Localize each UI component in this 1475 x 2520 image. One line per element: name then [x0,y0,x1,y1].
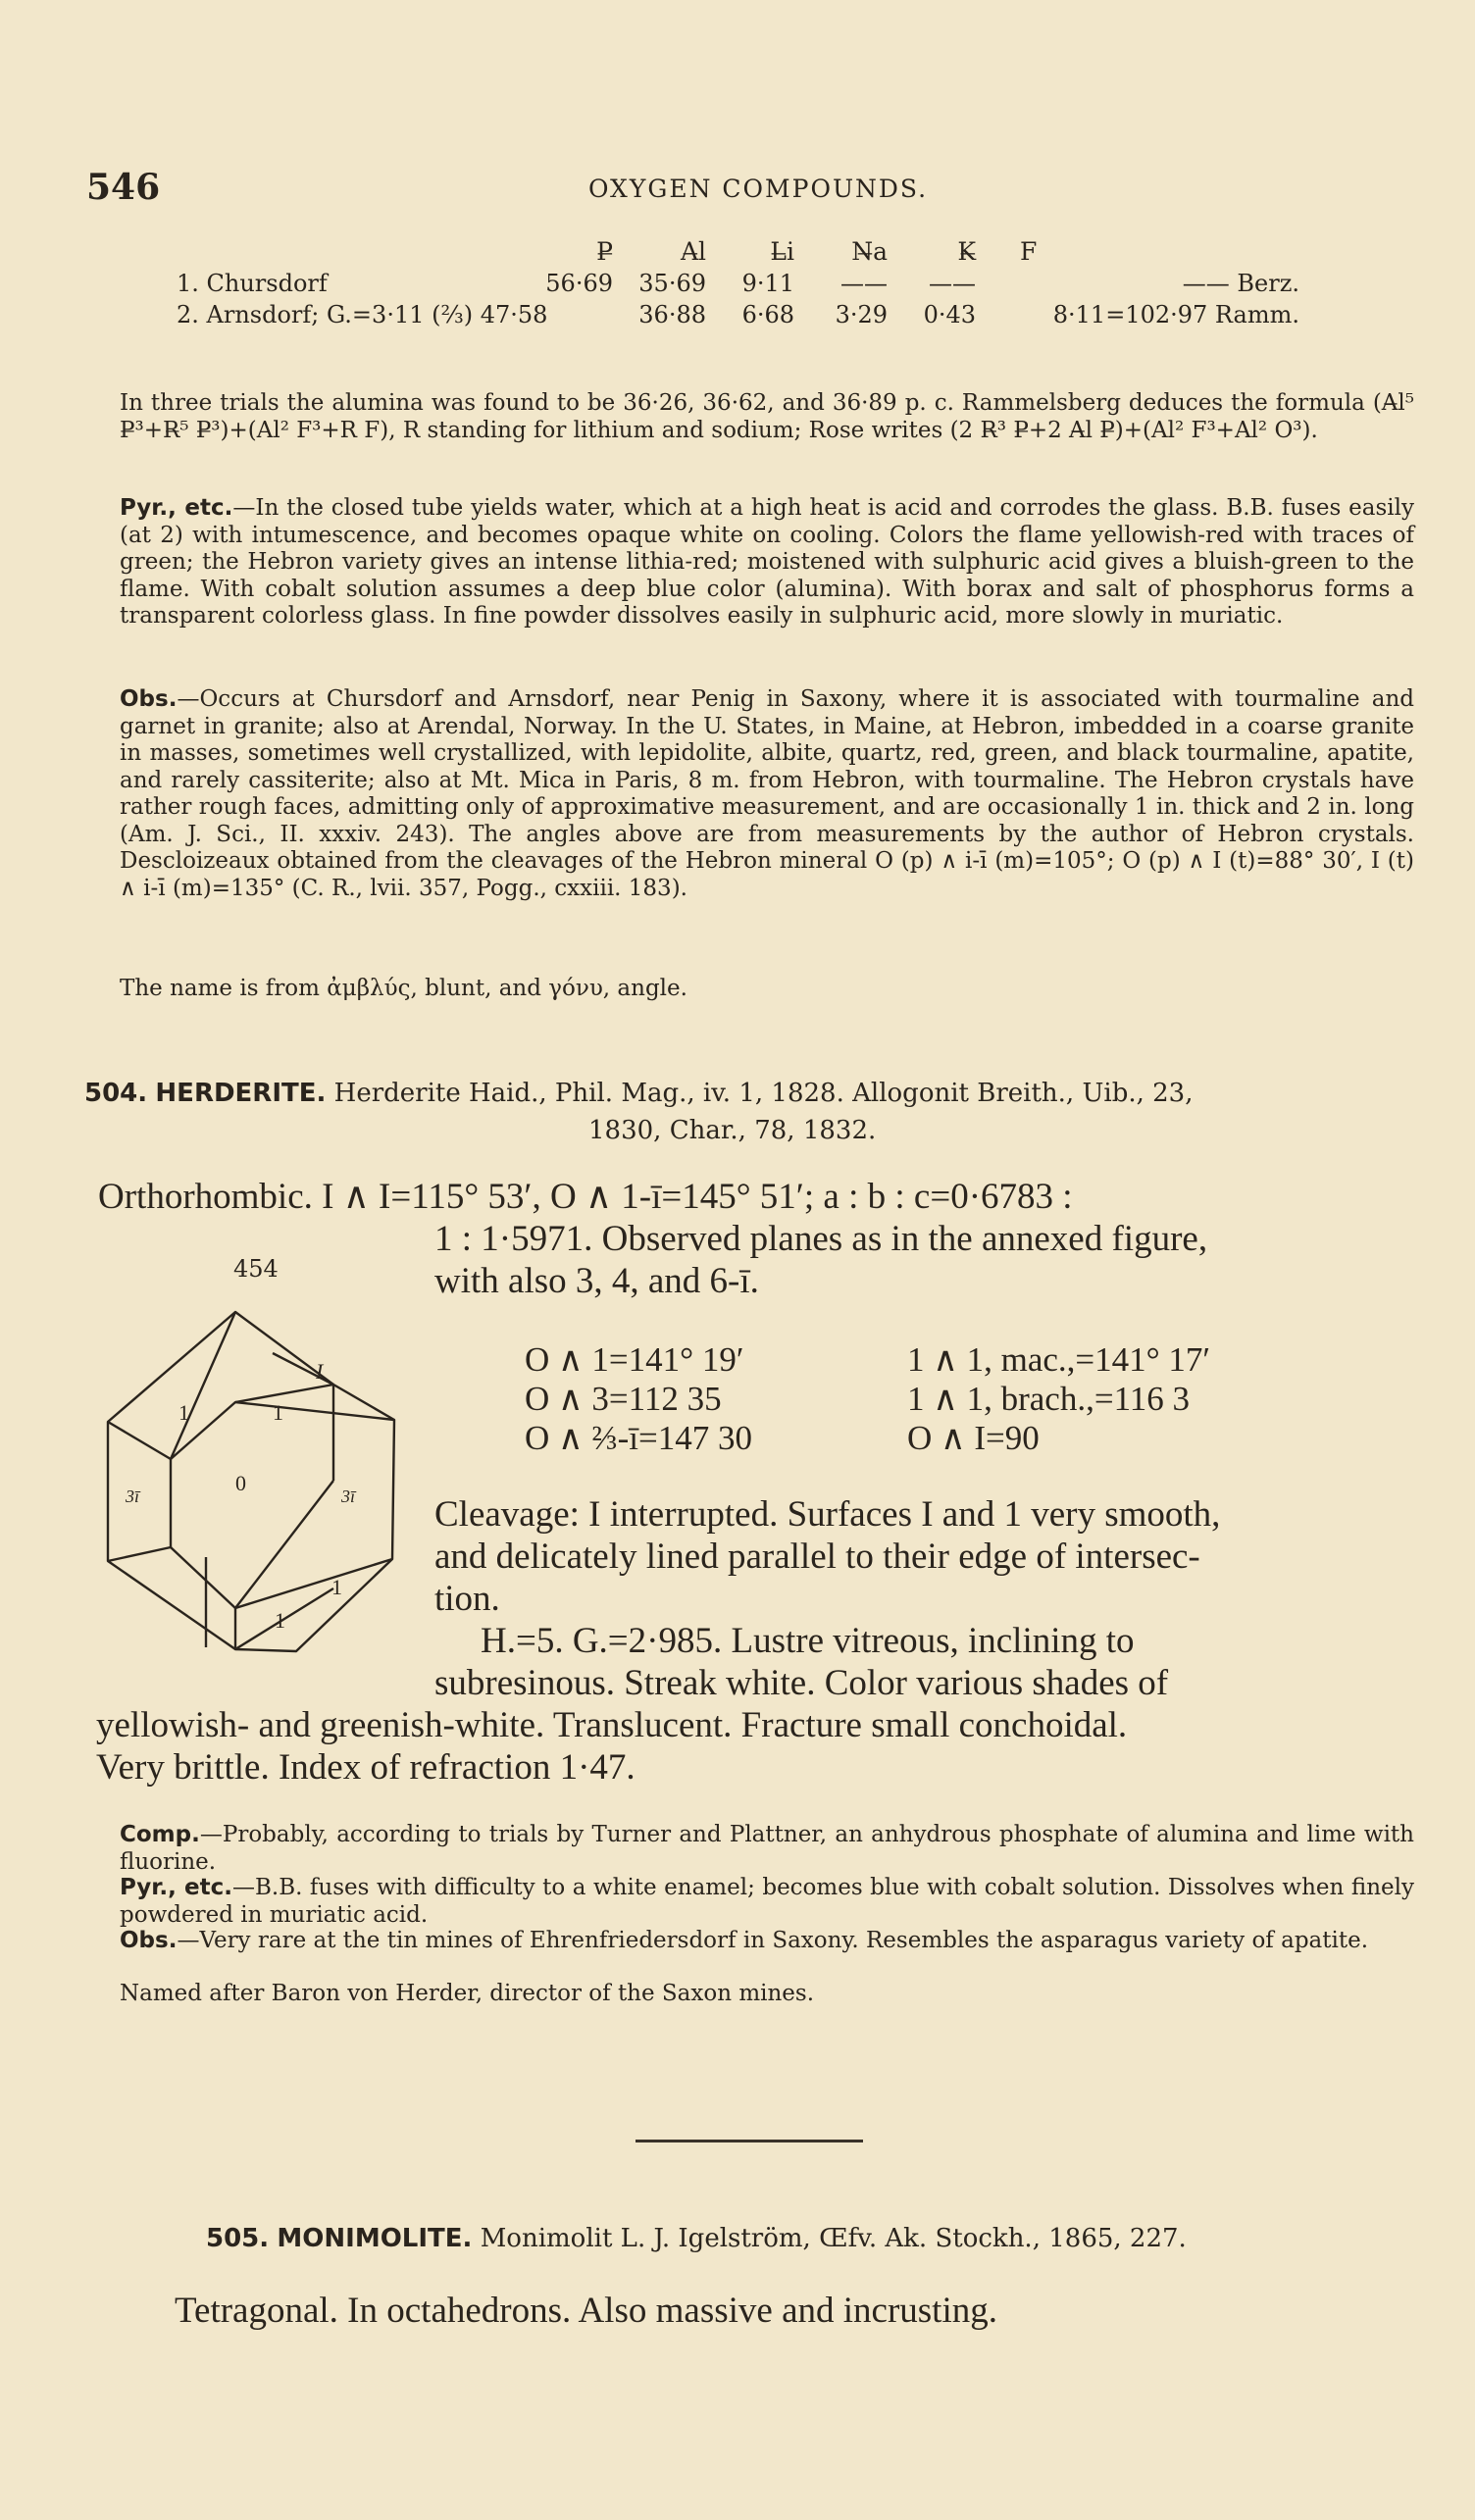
species-name: HERDERITE. [155,1079,327,1108]
figure-face-label: 1 [178,1400,189,1425]
comp-label: Comp. [120,1822,200,1847]
figure-face-label: 1 [273,1400,283,1425]
analysis-header-row [177,235,1299,268]
running-title: OXYGEN COMPOUNDS. [588,175,929,203]
monimolite-description: Tetragonal. In octahedrons. Also massive and incrusting. [175,2291,997,2331]
angle-entry: 1 ∧ 1, mac.,=141° 17′ [907,1340,1211,1379]
crystal-system-line: Orthorhombic. I ∧ I=115° 53′, O ∧ 1-ī=145° 51′; a : b : c=0·6783 : [98,1177,1073,1217]
crystal-figure [98,1294,422,1667]
cleavage-line: Cleavage: I interrupted. Surfaces I and 1 very smooth, [434,1494,1221,1535]
synonymy-line: 1830, Char., 78, 1832. [588,1116,877,1145]
synonymy-line: Monimolit L. J. Igelström, Œfv. Ak. Stockh., 1865, 227. [480,2224,1187,2253]
analysis-cell: 1. Chursdorf [177,270,328,297]
analysis-header-cell: N̶a [851,237,888,266]
comp-paragraph [120,1822,1414,1876]
trials-text: In three trials the alumina was found to be 36·26, 36·62, and 36·89 p. c. Rammelsberg deduces the formula (A̶l⁵ P̶³+R̶⁵ P̶³)+(Al² F³+R F), R standing for lithium and sodium; Rose writes (2 R̶³ P̶+2 A̶l P̶)+(Al² F³+Al² O³). [120,390,1414,443]
crystal-edge [171,1385,333,1459]
pyr-text: —In the closed tube yields water, which at a high heat is acid and corrodes the glass. B.B. fuses easily (at 2) with intumescence, and becomes opaque white on cooling. Colors the flame yellowish-red with traces of green; the Hebron variety gives an intense lithia-red; moistened with sulphuric acid gives a bluish-green to the flame. With cobalt solution assumes a deep blue color (alumina). With borax and salt of phosphorus forms a transparent colorless glass. In fine powder dissolves easily in sulphuric acid, more slowly in muriatic. [120,495,1414,629]
name-origin-text: The name is from ἀμβλύς, blunt, and γόνυ, angle. [120,976,687,1001]
obs-label: Obs. [120,686,178,712]
cleavage-line: tion. [434,1579,500,1619]
crystal-planes-line: with also 3, 4, and 6-ī. [434,1261,759,1301]
species-number: 505. [206,2224,270,2253]
analysis-cell: 56·69 [545,270,613,297]
figure-number: 454 [233,1255,279,1283]
analysis-cell: —— [840,270,888,297]
analysis-cell: 3·29 [835,301,888,328]
obs-label: Obs. [120,1928,178,1953]
page-number: 546 [86,167,161,208]
analysis-cell: 8·11=102·97 Ramm. [1052,301,1299,328]
pyr-label: Pyr., etc. [120,1875,232,1900]
name-origin-paragraph [120,976,1414,1003]
analysis-header-cell [177,235,525,268]
pyr-text: —B.B. fuses with difficulty to a white enamel; becomes blue with cobalt solution. Dissolves when finely powdered in muriatic acid. [120,1875,1414,1928]
crystal-edge [171,1481,333,1608]
synonymy-line: Herderite Haid., Phil. Mag., iv. 1, 1828. Allogonit Breith., Uib., 23, [333,1079,1194,1108]
analysis-cell: 0·43 [923,301,976,328]
angle-entry: O ∧ 1=141° 19′ [525,1340,744,1379]
obs-paragraph [120,686,1414,902]
obs-text: —Occurs at Chursdorf and Arnsdorf, near Penig in Saxony, where it is associated with tourmaline and garnet in granite; also at Arendal, Norway. In the U. States, in Maine, at Hebron, imbedded in a coarse granite in masses, sometimes well crystallized, with lepidolite, albite, quartz, red, green, and black tourmaline, apatite, and rarely cassiterite; also at Mt. Mica in Paris, 8 m. from Hebron, with tourmaline. The Hebron crystals have rather rough faces, admitting only of approximative measurement, and are occasionally 1 in. thick and 2 in. long (Am. J. Sci., II. xxxiv. 243). The angles above are from measurements by the author of Hebron crystals. Descloizeaux obtained from the cleavages of the Hebron mineral O (p) ∧ i-ī (m)=105°; O (p) ∧ I (t)=88° 30′, I (t) ∧ i-ī (m)=135° (C. R., lvii. 357, Pogg., cxxiii. 183). [120,686,1414,901]
herderite-heading [84,1079,1193,1108]
analysis-header-cell: F [1020,237,1038,266]
hardness-line: H.=5. G.=2·985. Lustre vitreous, inclining to [481,1621,1135,1661]
analysis-cell: 9·11 [741,270,794,297]
crystal-axes-line: 1 : 1·5971. Observed planes as in the annexed figure, [434,1219,1208,1259]
angle-entry: O ∧ I=90 [907,1419,1040,1457]
monimolite-heading [206,2224,1187,2253]
hardness-line: yellowish- and greenish-white. Translucent. Fracture small conchoidal. [96,1705,1128,1745]
obs-text: —Very rare at the tin mines of Ehrenfriedersdorf in Saxony. Resembles the asparagus variety of apatite. [177,1928,1369,1953]
pyr-paragraph [120,1875,1414,1929]
figure-face-label: 0 [235,1471,246,1495]
obs-paragraph [120,1928,1414,1955]
analysis-cell: 2. Arnsdorf; G.=3·11 (⅔) 47·58 [177,301,548,328]
name-origin-text: Named after Baron von Herder, director of the Saxon mines. [120,1981,815,2006]
analysis-header-cell: P̶ [596,237,613,266]
name-origin-paragraph [120,1981,1414,2008]
cleavage-line: and delicately lined parallel to their edge of intersec- [434,1537,1200,1577]
crystal-edge [108,1312,235,1459]
crystal-edge [108,1547,171,1561]
comp-text: —Probably, according to trials by Turner and Plattner, an anhydrous phosphate of alumina and lime with fluorine. [120,1822,1414,1875]
figure-face-label: 3ī [341,1487,356,1506]
hardness-line: Very brittle. Index of refraction 1·47. [96,1747,636,1788]
trials-paragraph [120,390,1414,444]
figure-face-label: 1 [275,1608,285,1633]
pyr-label: Pyr., etc. [120,495,233,521]
angle-entry: O ∧ ⅔-ī=147 30 [525,1419,753,1457]
figure-face-label: I [316,1359,324,1384]
analysis-header-cell: L̶i [770,237,794,266]
analysis-row [177,299,1299,330]
analysis-cell: —— Berz. [1182,270,1299,297]
pyr-paragraph [120,495,1414,630]
angles-right-column [907,1340,1210,1458]
figure-face-label: 3ī [126,1487,140,1506]
hardness-line: subresinous. Streak white. Color various shades of [434,1663,1169,1703]
section-divider [636,2140,863,2142]
analysis-cell: —— [929,270,976,297]
analysis-cell: 6·68 [741,301,794,328]
species-number: 504. [84,1079,148,1108]
crystal-outline [108,1312,394,1651]
analysis-header-cell: K̶ [957,237,976,266]
angles-left-column [525,1340,752,1458]
analysis-header-cell: A̶l [680,237,706,266]
analysis-cell: 36·88 [638,301,706,328]
figure-face-label: 1 [331,1575,342,1599]
analysis-cell: 35·69 [638,270,706,297]
analysis-table [177,235,1299,330]
crystal-edge [273,1353,333,1385]
analysis-row [177,268,1299,299]
species-name: MONIMOLITE. [277,2224,473,2253]
angle-entry: 1 ∧ 1, brach.,=116 3 [907,1380,1191,1418]
angle-entry: O ∧ 3=112 35 [525,1380,722,1418]
